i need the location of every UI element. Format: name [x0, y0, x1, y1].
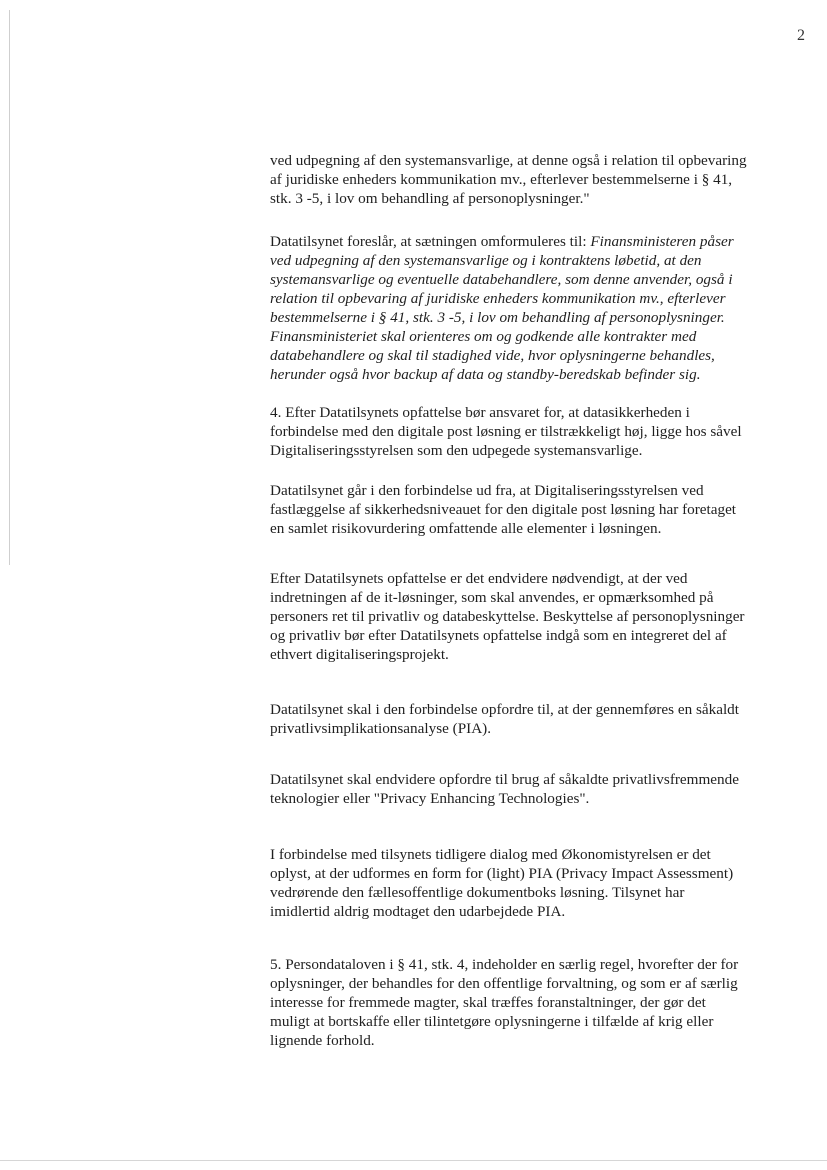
paragraph-quote-end — [270, 151, 800, 208]
paragraph-pia — [270, 700, 800, 738]
text-line: systemansvarlige og eventuelle databehandlere, som denne anvender, også i — [270, 271, 733, 288]
text-line: lignende forhold. — [270, 1032, 375, 1049]
paragraph-pets — [270, 770, 800, 808]
text-line: en samlet risikovurdering omfattende alle elementer i løsningen. — [270, 520, 662, 537]
text-line: Datatilsynet går i den forbindelse ud fra, at Digitaliseringsstyrelsen ved — [270, 482, 704, 499]
text-line: 4. Efter Datatilsynets opfattelse bør ansvaret for, at datasikkerheden i — [270, 404, 690, 421]
text-line: databehandlere og skal til stadighed vide, hvor oplysningerne behandles, — [270, 347, 715, 364]
text-line: og privatliv bør efter Datatilsynets opfattelse indgå som en integreret del af — [270, 627, 727, 644]
paragraph-proposal — [270, 232, 800, 384]
text-line: forbindelse med den digitale post løsning er tilstrækkeligt høj, ligge hos såvel — [270, 423, 742, 440]
left-margin-rule — [9, 10, 10, 565]
paragraph-point-4 — [270, 403, 800, 460]
text-line: Datatilsynet skal endvidere opfordre til brug af såkaldte privatlivsfremmende — [270, 771, 739, 788]
text-line: Finansministeriet skal orienteres om og godkende alle kontrakter med — [270, 328, 697, 345]
text-line: oplyst, at der udformes en form for (light) PIA (Privacy Impact Assessment) — [270, 865, 734, 882]
page-number: 2 — [797, 27, 805, 44]
text-line: privatlivsimplikationsanalyse (PIA). — [270, 720, 492, 737]
text-line: imidlertid aldrig modtaget den udarbejdede PIA. — [270, 903, 566, 920]
text-line: ved udpegning af den systemansvarlige og i kontraktens løbetid, at den — [270, 252, 702, 269]
text-line: indretningen af de it-løsninger, som skal anvendes, er opmærksomhed på — [270, 589, 714, 606]
text-line: muligt at bortskaffe eller tilintetgøre oplysningerne i tilfælde af krig eller — [270, 1013, 714, 1030]
paragraph-privacy — [270, 569, 800, 664]
text-line: Digitaliseringsstyrelsen som den udpegede systemansvarlige. — [270, 442, 643, 459]
text-line — [270, 232, 800, 251]
proposal-intro: Datatilsynet foreslår, at sætningen omformuleres til: — [270, 233, 591, 250]
text-line: stk. 3 -5, i lov om behandling af personoplysninger." — [270, 190, 590, 207]
text-line: oplysninger, der behandles for den offentlige forvaltning, og som er af særlig — [270, 975, 738, 992]
proposal-italic-text: Finansministeren påser — [590, 233, 734, 250]
paragraph-dialog — [270, 845, 800, 921]
text-line: vedrørende den fællesoffentlige dokumentboks løsning. Tilsynet har — [270, 884, 685, 901]
text-line: bestemmelserne i § 41, stk. 3 -5, i lov om behandling af personoplysninger. — [270, 309, 725, 326]
text-line: I forbindelse med tilsynets tidligere dialog med Økonomistyrelsen er det — [270, 846, 711, 863]
text-line: Datatilsynet skal i den forbindelse opfordre til, at der gennemføres en såkaldt — [270, 701, 739, 718]
text-line: ethvert digitaliseringsprojekt. — [270, 646, 449, 663]
text-line: 5. Persondataloven i § 41, stk. 4, indeholder en særlig regel, hvorefter der for — [270, 956, 739, 973]
text-line: fastlæggelse af sikkerhedsniveauet for den digitale post løsning har foretaget — [270, 501, 737, 518]
text-line: relation til opbevaring af juridiske enheders kommunikation mv., efterlever — [270, 290, 726, 307]
text-line: ved udpegning af den systemansvarlige, at denne også i relation til opbevaring — [270, 152, 747, 169]
paragraph-risk-assessment — [270, 481, 800, 538]
text-line: interesse for fremmede magter, skal træffes foranstaltninger, der gør det — [270, 994, 706, 1011]
paragraph-point-5 — [270, 955, 800, 1050]
text-line: af juridiske enheders kommunikation mv., efterlever bestemmelserne i § 41, — [270, 171, 733, 188]
text-line: personers ret til privatliv og databeskyttelse. Beskyttelse af personoplysninger — [270, 608, 745, 625]
text-line: herunder også hvor backup af data og standby-beredskab befinder sig. — [270, 366, 701, 383]
text-line: Efter Datatilsynets opfattelse er det endvidere nødvendigt, at der ved — [270, 570, 688, 587]
bottom-margin-rule — [0, 1160, 827, 1161]
text-line: teknologier eller "Privacy Enhancing Technologies". — [270, 790, 590, 807]
